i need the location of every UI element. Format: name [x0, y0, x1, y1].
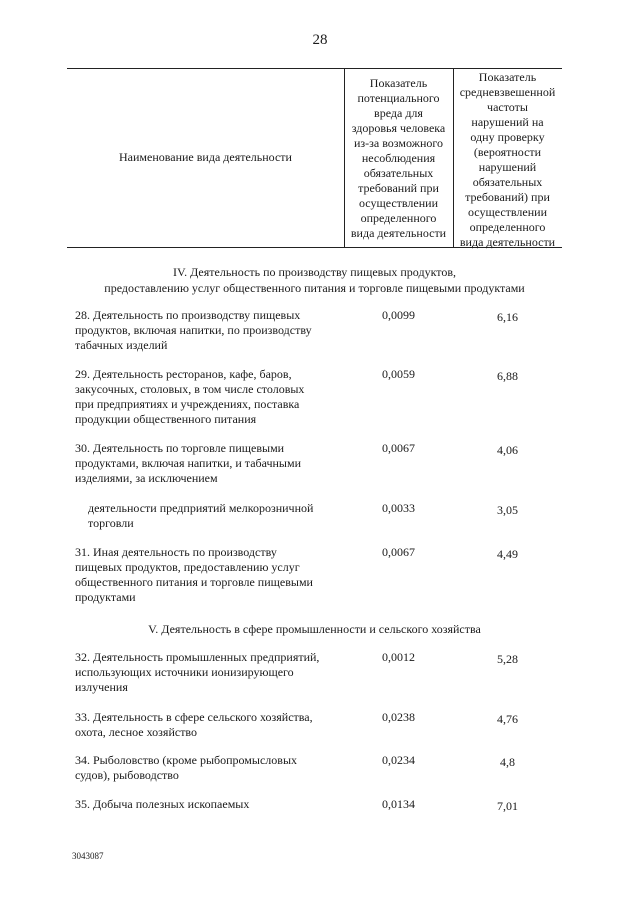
header-line: частоты — [487, 100, 528, 114]
table-row-34-frequency-value: 4,8 — [500, 755, 515, 769]
row-line: 29. Деятельность ресторанов, кафе, баров, — [75, 367, 292, 381]
row-line: изделиями, за исключением — [75, 471, 218, 485]
header-line: средневзвешенной — [459, 85, 556, 99]
row-line: 28. Деятельность по производству пищевых — [75, 308, 301, 322]
table-row-33-frequency-value: 4,76 — [497, 712, 518, 726]
column-header-potential-harm — [344, 76, 453, 241]
row-line: при предприятиях и учреждениях, поставка — [75, 397, 300, 411]
header-line: определенного — [469, 220, 546, 234]
section-title-line: V. Деятельность в сфере промышленности и сельского хозяйства — [148, 622, 481, 636]
table-row-35-name — [75, 797, 343, 812]
header-line: здоровья человека — [351, 121, 446, 135]
table-row-35-harm-value: 0,0134 — [382, 797, 415, 811]
header-line: требований при — [358, 181, 439, 195]
header-line: вида деятельности — [350, 226, 447, 240]
table-header-top-rule — [67, 68, 562, 69]
header-line: осуществлении — [359, 196, 438, 210]
table-row-28-name — [75, 308, 343, 353]
row-line: излучения — [75, 680, 128, 694]
table-row-30-harm-value: 0,0067 — [382, 441, 415, 455]
row-line: общественного питания и торговле пищевыми — [75, 575, 313, 589]
section-title-line: предоставлению услуг общественного питания и торговле пищевыми продуктами — [104, 281, 525, 295]
table-row-28-frequency-value: 6,16 — [497, 310, 518, 324]
row-line: продукции общественного питания — [75, 412, 257, 426]
header-line: одну проверку — [470, 130, 545, 144]
row-line: торговли — [88, 516, 134, 530]
header-line: Показатель — [478, 70, 537, 84]
table-row-32-harm-value: 0,0012 — [382, 650, 415, 664]
header-line: вреда для — [374, 106, 423, 120]
header-line: потенциального — [357, 91, 440, 105]
table-row-29-name — [75, 367, 343, 427]
header-line: нарушений на — [471, 115, 544, 129]
header-line: обязательных — [472, 175, 543, 189]
header-line: нарушений — [478, 160, 537, 174]
row-line: пищевых продуктов, предоставлению услуг — [75, 560, 300, 574]
header-line: Показатель — [369, 76, 428, 90]
row-line: судов), рыбоводство — [75, 768, 179, 782]
table-row-29-harm-value: 0,0059 — [382, 367, 415, 381]
row-line: продуктами, включая напитки, и табачными — [75, 456, 302, 470]
section-title-v — [67, 621, 562, 637]
table-row-31-harm-value: 0,0067 — [382, 545, 415, 559]
table-row-32-name — [75, 650, 343, 695]
row-line: продуктами — [75, 590, 136, 604]
header-line: несоблюдения — [361, 151, 436, 165]
header-line: из-за возможного — [353, 136, 443, 150]
table-row-31-name — [75, 545, 343, 605]
row-line: продуктов, включая напитки, по производству — [75, 323, 312, 337]
column-header-violation-frequency — [453, 70, 562, 250]
row-line: 31. Иная деятельность по производству — [75, 545, 277, 559]
header-line: определенного — [360, 211, 437, 225]
table-row-30-name — [75, 441, 343, 486]
row-line: деятельности предприятий мелкорозничной — [88, 501, 314, 515]
table-row-33-harm-value: 0,0238 — [382, 710, 415, 724]
header-line: обязательных — [363, 166, 434, 180]
row-line: 32. Деятельность промышленных предприятий, — [75, 650, 320, 664]
table-row-30-exception-harm-value: 0,0033 — [382, 501, 415, 515]
table-row-33-name — [75, 710, 343, 740]
header-line: требований) при — [465, 190, 550, 204]
document-code: 3043087 — [72, 851, 104, 861]
table-row-30-frequency-value: 4,06 — [497, 443, 518, 457]
section-title-line: IV. Деятельность по производству пищевых продуктов, — [172, 265, 456, 279]
row-line: 33. Деятельность в сфере сельского хозяйства, — [75, 710, 313, 724]
table-row-30-exception-name — [88, 501, 343, 531]
table-row-31-frequency-value: 4,49 — [497, 547, 518, 561]
table-row-30-exception-frequency-value: 3,05 — [497, 503, 518, 517]
section-title-iv — [67, 264, 562, 296]
row-line: 34. Рыболовство (кроме рыбопромысловых — [75, 753, 297, 767]
table-row-34-harm-value: 0,0234 — [382, 753, 415, 767]
header-line: (вероятности — [473, 145, 542, 159]
row-line: закусочных, столовых, в том числе столовых — [75, 382, 305, 396]
table-row-29-frequency-value: 6,88 — [497, 369, 518, 383]
row-line: использующих источники ионизирующего — [75, 665, 294, 679]
column-header-activity-name: Наименование вида деятельности — [119, 150, 292, 164]
row-line: 35. Добыча полезных ископаемых — [75, 797, 250, 811]
header-line: вида деятельности — [459, 235, 556, 249]
row-line: 30. Деятельность по торговле пищевыми — [75, 441, 285, 455]
row-line: охота, лесное хозяйство — [75, 725, 198, 739]
table-row-35-frequency-value: 7,01 — [497, 799, 518, 813]
page-number: 28 — [312, 32, 328, 48]
table-row-28-harm-value: 0,0099 — [382, 308, 415, 322]
table-row-34-name — [75, 753, 343, 783]
table-row-32-frequency-value: 5,28 — [497, 652, 518, 666]
header-line: осуществлении — [468, 205, 547, 219]
row-line: табачных изделий — [75, 338, 168, 352]
